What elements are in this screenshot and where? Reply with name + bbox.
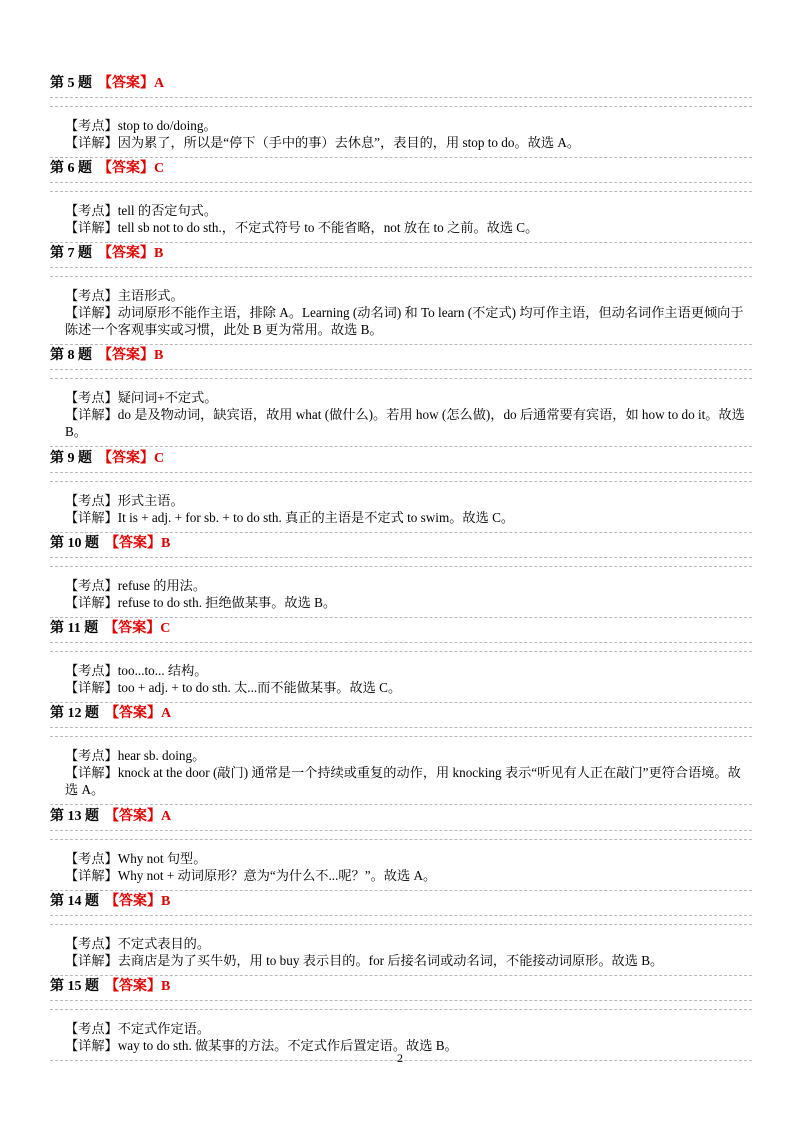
question-header — [50, 535, 752, 553]
divider — [50, 975, 752, 976]
question-5 — [50, 75, 752, 158]
answer-label: 【答案】B — [98, 246, 164, 261]
explanation: 【详解】去商店是为了买牛奶，用 to buy 表示目的。for 后接名词或动名词，不能接动词原形。故选 B。 — [65, 953, 664, 968]
explanation: 【详解】refuse to do sth. 拒绝做某事。故选 B。 — [65, 595, 337, 610]
question-number: 第 13 题 — [50, 809, 99, 824]
answer-label: 【答案】B — [105, 979, 171, 994]
question-header — [50, 978, 752, 996]
question-body — [50, 747, 752, 798]
question-number: 第 7 题 — [50, 246, 92, 261]
question-header — [50, 245, 752, 263]
answer-label: 【答案】B — [105, 894, 171, 909]
test-point: 【考点】refuse 的用法。 — [65, 578, 207, 593]
divider — [50, 702, 752, 703]
question-body — [50, 577, 752, 611]
question-number: 第 15 题 — [50, 979, 99, 994]
divider — [50, 481, 752, 482]
test-point: 【考点】tell 的否定句式。 — [65, 203, 218, 218]
explanation: 【详解】knock at the door (敲门) 通常是一个持续或重复的动作，用 knocking 表示“听见有人正在敲门”更符合语境。故选 A。 — [65, 765, 741, 797]
answer-label: 【答案】C — [98, 451, 165, 466]
question-number: 第 5 题 — [50, 76, 92, 91]
divider — [50, 446, 752, 447]
answer-label: 【答案】B — [105, 536, 171, 551]
divider — [50, 106, 752, 107]
question-number: 第 14 题 — [50, 894, 99, 909]
divider — [50, 1009, 752, 1010]
divider — [50, 378, 752, 379]
divider — [50, 651, 752, 652]
explanation: 【详解】do 是及物动词，缺宾语，故用 what (做什么)。若用 how (怎么做)，do 后通常要有宾语，如 how to do it。故选 B。 — [65, 407, 745, 439]
question-9 — [50, 450, 752, 533]
question-body — [50, 202, 752, 236]
question-11 — [50, 620, 752, 703]
question-header — [50, 160, 752, 178]
divider — [50, 617, 752, 618]
answer-label: 【答案】A — [105, 809, 172, 824]
question-body — [50, 1020, 752, 1054]
explanation: 【详解】因为累了，所以是“停下（手中的事）去休息”，表目的，用 stop to do。故选 A。 — [65, 135, 581, 150]
question-6 — [50, 160, 752, 243]
divider — [50, 97, 752, 98]
divider — [50, 532, 752, 533]
test-point: 【考点】疑问词+不定式。 — [65, 390, 218, 405]
question-12 — [50, 705, 752, 805]
question-header — [50, 347, 752, 365]
question-14 — [50, 893, 752, 976]
divider — [50, 839, 752, 840]
divider — [50, 369, 752, 370]
divider — [50, 736, 752, 737]
divider — [50, 472, 752, 473]
answer-label: 【答案】A — [98, 76, 165, 91]
question-body — [50, 287, 752, 338]
question-number: 第 12 题 — [50, 706, 99, 721]
divider — [50, 804, 752, 805]
divider — [50, 242, 752, 243]
test-point: 【考点】too...to... 结构。 — [65, 663, 208, 678]
divider — [50, 915, 752, 916]
test-point: 【考点】不定式表目的。 — [65, 936, 211, 951]
page-number: 2 — [397, 1051, 403, 1065]
answer-label: 【答案】C — [104, 621, 171, 636]
question-header — [50, 620, 752, 638]
question-number: 第 11 题 — [50, 621, 99, 636]
answer-label: 【答案】C — [98, 161, 165, 176]
test-point: 【考点】Why not 句型。 — [65, 851, 207, 866]
explanation: 【详解】tell sb not to do sth.，不定式符号 to 不能省略，not 放在 to 之前。故选 C。 — [65, 220, 539, 235]
divider — [50, 157, 752, 158]
divider — [50, 191, 752, 192]
question-10 — [50, 535, 752, 618]
question-body — [50, 850, 752, 884]
test-point: 【考点】不定式作定语。 — [65, 1021, 211, 1036]
divider — [50, 566, 752, 567]
question-header — [50, 893, 752, 911]
question-header — [50, 705, 752, 723]
question-body — [50, 117, 752, 151]
divider — [50, 276, 752, 277]
explanation: 【详解】way to do sth. 做某事的方法。不定式作后置定语。故选 B。 — [65, 1038, 458, 1053]
question-number: 第 9 题 — [50, 451, 92, 466]
divider — [50, 344, 752, 345]
question-body — [50, 492, 752, 526]
test-point: 【考点】hear sb. doing。 — [65, 748, 206, 763]
question-body — [50, 662, 752, 696]
question-number: 第 8 题 — [50, 348, 92, 363]
divider — [50, 1000, 752, 1001]
divider — [50, 830, 752, 831]
answer-label: 【答案】A — [105, 706, 172, 721]
question-15 — [50, 978, 752, 1061]
divider — [50, 182, 752, 183]
question-7 — [50, 245, 752, 345]
question-8 — [50, 347, 752, 447]
question-header — [50, 450, 752, 468]
question-body — [50, 935, 752, 969]
question-header — [50, 75, 752, 93]
divider — [50, 267, 752, 268]
question-13 — [50, 808, 752, 891]
divider — [50, 557, 752, 558]
question-number: 第 6 题 — [50, 161, 92, 176]
question-number: 第 10 题 — [50, 536, 99, 551]
test-point: 【考点】stop to do/doing。 — [65, 118, 217, 133]
explanation: 【详解】动词原形不能作主语，排除 A。Learning (动名词) 和 To learn (不定式) 均可作主语，但动名词作主语更倾向于陈述一个客观事实或习惯，此处 B 更为常用。故选 B。 — [65, 305, 744, 337]
test-point: 【考点】主语形式。 — [65, 288, 184, 303]
question-header — [50, 808, 752, 826]
question-body — [50, 389, 752, 440]
divider — [50, 727, 752, 728]
divider — [50, 924, 752, 925]
explanation: 【详解】It is + adj. + for sb. + to do sth. 真正的主语是不定式 to swim。故选 C。 — [65, 510, 515, 525]
test-point: 【考点】形式主语。 — [65, 493, 184, 508]
explanation: 【详解】Why not + 动词原形？意为“为什么不...呢？”。故选 A。 — [65, 868, 437, 883]
explanation: 【详解】too + adj. + to do sth. 太...而不能做某事。故选 C。 — [65, 680, 402, 695]
divider — [50, 642, 752, 643]
answer-label: 【答案】B — [98, 348, 164, 363]
divider — [50, 890, 752, 891]
